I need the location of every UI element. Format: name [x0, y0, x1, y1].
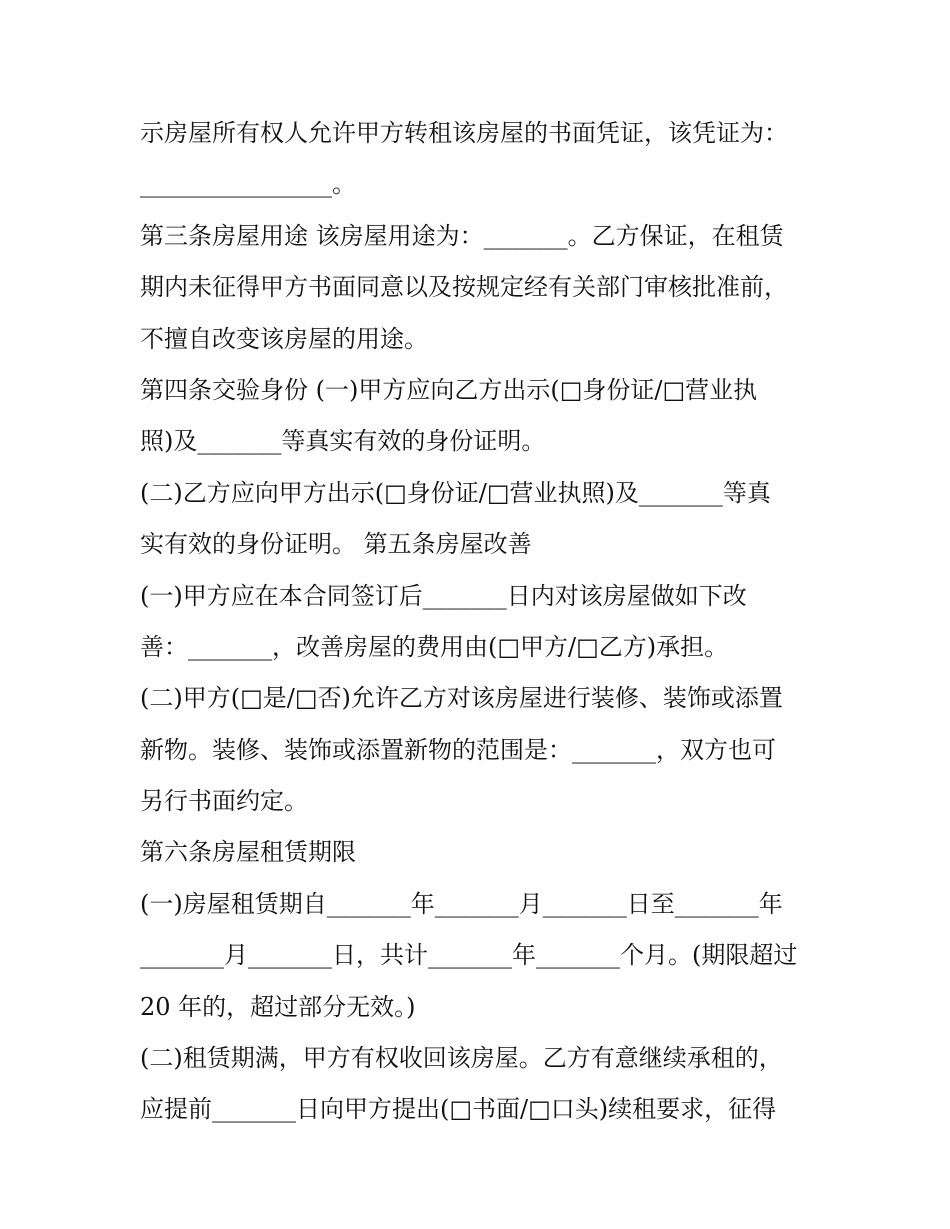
text-line: (一)甲方应在本合同签订后_______日内对该房屋做如下改 [140, 581, 747, 610]
text-line: (二)租赁期满，甲方有权收回该房屋。乙方有意继续承租的， [140, 1044, 783, 1073]
text-line: 不擅自改变该房屋的用途。 [140, 324, 428, 353]
text-line: 20 年的，超过部分无效。) [140, 992, 416, 1021]
text-line: 照)及_______等真实有效的身份证明。 [140, 427, 546, 456]
text-line: 示房屋所有权人允许甲方转租该房屋的书面凭证，该凭证为： [140, 119, 788, 147]
text-line: 善：_______，改善房屋的费用由(□甲方/□乙方)承担。 [140, 632, 729, 661]
text-line: 应提前_______日向甲方提出(□书面/□口头)续租要求，征得 [140, 1095, 777, 1124]
text-line: 第六条房屋租赁期限 [140, 838, 356, 867]
text-line: (一)房屋租赁期自_______年_______月_______日至_______年 [140, 889, 783, 918]
document-body [140, 108, 830, 1136]
text-line: 期内未征得甲方书面同意以及按规定经有关部门审核批准前， [140, 273, 788, 302]
text-line: (二)乙方应向甲方出示(□身份证/□营业执照)及_______等真 [140, 478, 771, 507]
text-line: (二)甲方(□是/□否)允许乙方对该房屋进行装修、装饰或添置 [140, 684, 783, 713]
text-line: ________________。 [140, 170, 356, 199]
text-line: 实有效的身份证明。 第五条房屋改善 [140, 530, 532, 559]
text-line: 另行书面约定。 [140, 787, 308, 816]
text-line: 新物。装修、装饰或添置新物的范围是：_______，双方也可 [140, 735, 776, 764]
text-line: 第三条房屋用途 该房屋用途为：_______。乙方保证，在租赁 [140, 221, 784, 250]
text-line: _______月_______日，共计_______年_______个月。(期限超过 [140, 941, 798, 970]
text-line: 第四条交验身份 (一)甲方应向乙方出示(□身份证/□营业执 [140, 375, 758, 404]
